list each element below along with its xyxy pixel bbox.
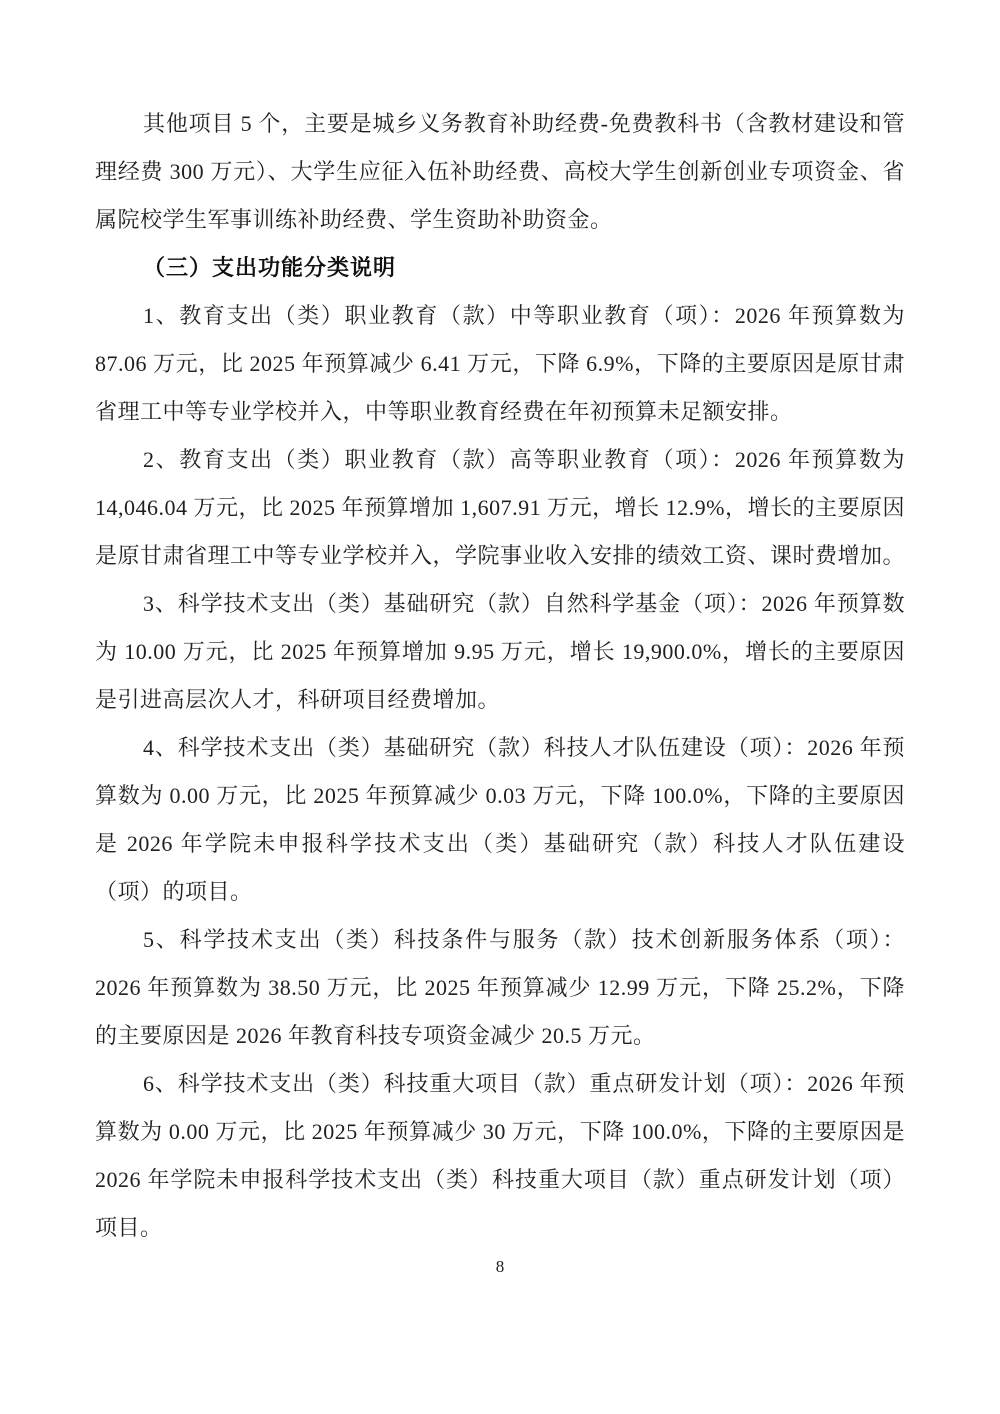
budget-item-4-sci-tech-talent-team: 4、科学技术支出（类）基础研究（款）科技人才队伍建设（项）：2026 年预算数为 0.00 万元，比 2025 年预算减少 0.03 万元，下降 100.0%，下降的主要原因是 2026 年学院未申报科学技术支出（类）基础研究（款）科技人才队伍建设（项）的项目。	[95, 735, 905, 904]
page-number: 8	[495, 1257, 505, 1276]
budget-item-5-tech-innovation-service-system: 5、科学技术支出（类）科技条件与服务（款）技术创新服务体系（项）：2026 年预算数为 38.50 万元，比 2025 年预算减少 12.99 万元，下降 25.2%，下降的主要原因是 2026 年教育科技专项资金减少 20.5 万元。	[95, 927, 905, 1048]
section-heading-expenditure-function-classification: （三）支出功能分类说明	[143, 255, 397, 280]
page-footer	[95, 1252, 905, 1282]
document-body	[95, 100, 905, 1252]
budget-item-2-higher-vocational-education: 2、教育支出（类）职业教育（款）高等职业教育（项）：2026 年预算数为 14,046.04 万元，比 2025 年预算增加 1,607.91 万元，增长 12.9%，增长的主要原因是原甘肃省理工中等专业学校并入，学院事业收入安排的绩效工资、课时费增加。	[95, 447, 906, 568]
budget-item-3-natural-science-fund: 3、科学技术支出（类）基础研究（款）自然科学基金（项）：2026 年预算数为 10.00 万元，比 2025 年预算增加 9.95 万元，增长 19,900.0%，增长的主要原因是引进高层次人才，科研项目经费增加。	[95, 591, 905, 712]
budget-item-6-key-rd-plan: 6、科学技术支出（类）科技重大项目（款）重点研发计划（项）：2026 年预算数为 0.00 万元，比 2025 年预算减少 30 万元，下降 100.0%，下降的主要原因是 2026 年学院未申报科学技术支出（类）科技重大项目（款）重点研发计划（项）项目。	[95, 1071, 906, 1240]
paragraph-other-projects: 其他项目 5 个，主要是城乡义务教育补助经费-免费教科书（含教材建设和管理经费 300 万元）、大学生应征入伍补助经费、高校大学生创新创业专项资金、省属院校学生军事训练补助经费、学生资助补助资金。	[95, 111, 905, 232]
budget-item-1-secondary-vocational-education: 1、教育支出（类）职业教育（款）中等职业教育（项）：2026 年预算数为 87.06 万元，比 2025 年预算减少 6.41 万元，下降 6.9%，下降的主要原因是原甘肃省理工中等专业学校并入，中等职业教育经费在年初预算未足额安排。	[95, 303, 905, 424]
